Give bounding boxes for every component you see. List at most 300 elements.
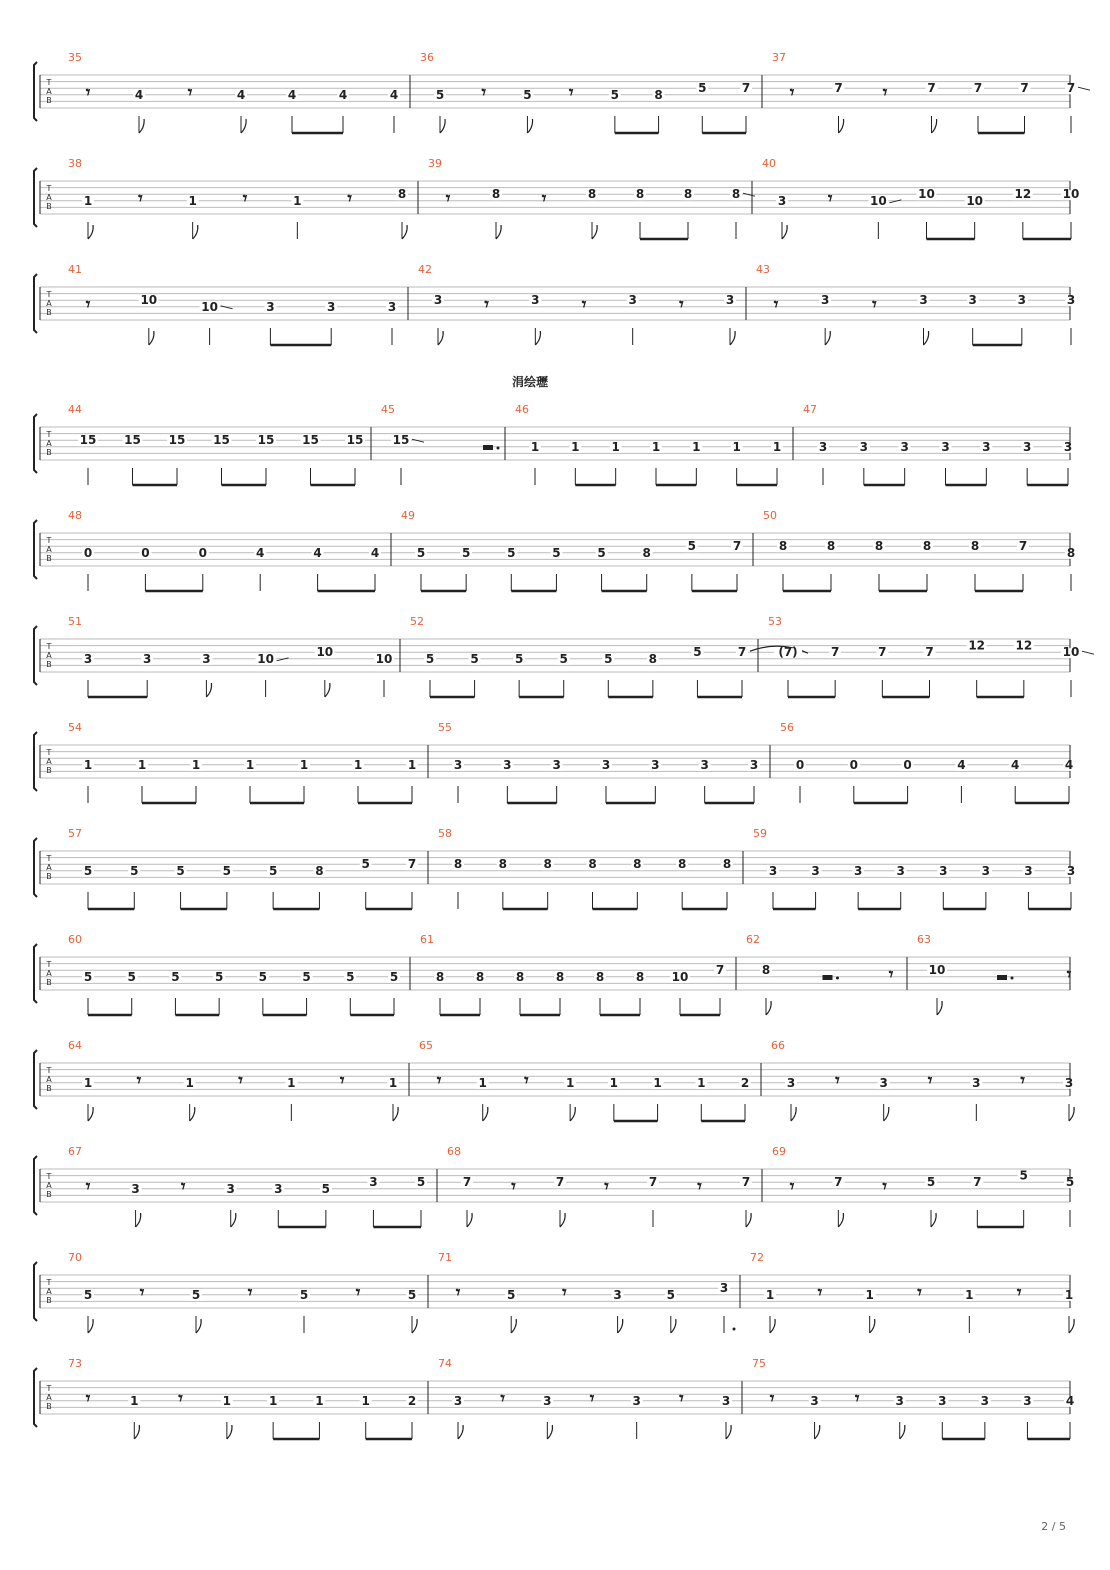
note-flag [900, 1425, 905, 1439]
eighth-rest: 𝄾 [481, 83, 486, 103]
bar-number: 56 [780, 721, 794, 734]
fret-number: 8 [515, 969, 525, 984]
fret-number: 5 [698, 81, 707, 96]
note-flag [190, 1107, 195, 1121]
note-dot [733, 1328, 736, 1331]
eighth-rest: 𝄾 [562, 1283, 567, 1303]
fret-number: 10 [869, 193, 887, 208]
fret-number: 5 [171, 969, 180, 984]
fret-number: 8 [633, 857, 642, 872]
tab-system [34, 157, 1081, 239]
fret-number: 8 [1066, 545, 1076, 560]
tab-clef-letter: A [46, 545, 52, 554]
tab-system [34, 1145, 1076, 1227]
system-bracket [34, 1262, 37, 1321]
tab-system [34, 1251, 1075, 1333]
fret-number: 8 [778, 539, 788, 554]
eighth-rest: 𝄾 [679, 295, 684, 315]
bar-number: 64 [68, 1039, 82, 1052]
fret-number: 8 [642, 545, 651, 560]
fret-number: 1 [83, 193, 93, 208]
fret-number: 3 [895, 1393, 904, 1408]
eighth-rest: 𝄾 [178, 1389, 183, 1409]
fret-number: 5 [361, 857, 370, 872]
fret-number: 8 [731, 187, 741, 202]
tab-system [34, 509, 1077, 591]
eighth-rest: 𝄾 [1020, 1071, 1025, 1091]
fret-number: 4 [313, 545, 322, 560]
tab-clef-letter: A [46, 1393, 52, 1402]
fret-number: 1 [697, 1075, 706, 1090]
fret-number: 15 [79, 433, 97, 448]
fret-number: 5 [461, 545, 471, 560]
fret-number: 5 [425, 651, 435, 666]
eighth-rest: 𝄾 [355, 1283, 361, 1303]
bar-number: 60 [68, 933, 82, 946]
tab-clef-letter: T [46, 290, 52, 299]
fret-number: 5 [268, 863, 278, 878]
fret-number: 3 [853, 863, 863, 878]
tab-clef-letter: B [46, 660, 52, 669]
fret-number: 3 [274, 1181, 283, 1196]
eighth-rest: 𝄾 [1066, 965, 1072, 985]
fret-number: 1 [137, 757, 147, 772]
eighth-rest: 𝄾 [138, 189, 143, 209]
fret-number: 4 [1064, 757, 1074, 772]
fret-number: 8 [683, 187, 693, 202]
fret-number: 7 [1066, 81, 1076, 96]
fret-number: 7 [973, 81, 983, 96]
note-flag [393, 1107, 398, 1121]
eighth-rest: 𝄾 [581, 295, 587, 315]
fret-number: 3 [1066, 863, 1076, 878]
fret-number: 7 [830, 645, 840, 660]
eighth-rest: 𝄾 [789, 83, 795, 103]
fret-number: 1 [299, 757, 309, 772]
section-label: 涓绘瓑 [511, 375, 549, 389]
fret-number: 4 [338, 87, 348, 102]
fret-number: 1 [388, 1075, 398, 1090]
bar-number: 46 [515, 403, 529, 416]
page-number: 2 / 5 [1041, 1520, 1066, 1533]
eighth-rest: 𝄾 [888, 965, 894, 985]
fret-number: 15 [124, 433, 141, 448]
fret-number: 3 [938, 1393, 947, 1408]
bar-number: 73 [68, 1357, 82, 1370]
fret-number: 1 [315, 1393, 324, 1408]
bar-number: 42 [418, 263, 432, 276]
fret-number: 5 [687, 539, 697, 554]
fret-number: 8 [826, 539, 836, 554]
bar-number: 62 [746, 933, 760, 946]
eighth-rest: 𝄾 [679, 1389, 684, 1409]
fret-number: 5 [435, 87, 445, 102]
bar-number: 75 [752, 1357, 766, 1370]
bar-number: 74 [438, 1357, 452, 1370]
note-flag [884, 1107, 889, 1121]
fret-number: 2 [407, 1393, 417, 1408]
tab-clef-letter: A [46, 1287, 52, 1296]
fret-number: 12 [968, 638, 986, 653]
slide-mark [1082, 651, 1094, 654]
system-bracket [34, 626, 37, 685]
rest-dot [1011, 977, 1014, 980]
fret-number: 7 [407, 857, 417, 872]
eighth-rest: 𝄾 [589, 1389, 595, 1409]
tab-clef-letter: B [46, 1402, 52, 1411]
fret-number: 5 [416, 1175, 426, 1190]
fret-number: 10 [201, 299, 218, 314]
fret-number: 7 [925, 645, 934, 660]
system-bracket [34, 1368, 37, 1427]
fret-number: 3 [327, 299, 336, 314]
fret-number: 1 [565, 1075, 575, 1090]
fret-number: 3 [1024, 863, 1033, 878]
bar-number: 59 [753, 827, 767, 840]
fret-number: 1 [287, 1075, 296, 1090]
tab-clef-letter: A [46, 757, 52, 766]
fret-number: 8 [635, 969, 645, 984]
tab-clef-letter: A [46, 1075, 52, 1084]
system-bracket [34, 1156, 37, 1215]
fret-number: 3 [786, 1075, 796, 1090]
fret-number: 8 [922, 539, 932, 554]
fret-number: 3 [810, 1393, 819, 1408]
eighth-rest: 𝄾 [242, 189, 248, 209]
fret-number: 3 [980, 1393, 990, 1408]
fret-number: 10 [1062, 645, 1080, 660]
fret-number: 3 [981, 863, 991, 878]
fret-number: 7 [834, 1175, 843, 1190]
eighth-rest: 𝄾 [604, 1177, 609, 1197]
note-flag [438, 331, 443, 345]
fret-number: 1 [130, 1393, 139, 1408]
fret-number: 3 [721, 1393, 731, 1408]
fret-number: 1 [245, 757, 255, 772]
fret-number: 3 [1063, 439, 1073, 454]
fret-number: 1 [609, 1075, 619, 1090]
fret-number: 3 [369, 1175, 378, 1190]
fret-number: 0 [849, 757, 858, 772]
fret-number: 8 [315, 863, 324, 878]
fret-number: 7 [648, 1175, 658, 1190]
note-flag [458, 1425, 463, 1439]
fret-number: 1 [965, 1287, 974, 1302]
fret-number: 8 [635, 187, 645, 202]
fret-number: 5 [610, 87, 620, 102]
fret-number: 15 [302, 433, 319, 448]
system-bracket [34, 520, 37, 579]
note-flag [227, 1425, 232, 1439]
note-flag [791, 1107, 796, 1121]
eighth-rest: 𝄾 [789, 1177, 795, 1197]
fret-number: 1 [222, 1393, 232, 1408]
eighth-rest: 𝄾 [85, 1177, 91, 1197]
fret-number: 7 [737, 645, 747, 660]
fret-number: 8 [761, 963, 771, 978]
fret-number: 3 [859, 439, 869, 454]
fret-number: 5 [83, 863, 93, 878]
tab-system [34, 403, 1074, 485]
tab-systems [34, 51, 1094, 1439]
fret-number: 8 [874, 539, 884, 554]
eighth-rest: 𝄾 [238, 1071, 243, 1091]
fret-number: 8 [435, 969, 445, 984]
fret-number: 5 [389, 969, 399, 984]
half-rest [823, 975, 833, 980]
fret-number: 5 [559, 651, 568, 666]
fret-number: 1 [1064, 1287, 1074, 1302]
fret-number: 3 [1023, 1393, 1032, 1408]
fret-number: 10 [257, 651, 274, 666]
eighth-rest: 𝄾 [85, 295, 91, 315]
note-flag [88, 225, 93, 239]
rest-dot [497, 447, 500, 450]
fret-number: 3 [651, 757, 660, 772]
tab-clef-letter: B [46, 1084, 52, 1093]
tab-system [34, 827, 1077, 909]
fret-number: 1 [185, 1075, 194, 1090]
bar-number: 58 [438, 827, 452, 840]
tab-clef-letter: T [46, 642, 52, 651]
fret-number: 5 [83, 969, 93, 984]
fret-number: 3 [387, 299, 397, 314]
tab-clef-letter: B [46, 96, 52, 105]
note-flag [592, 225, 597, 239]
note-flag [88, 1107, 93, 1121]
fret-number: 15 [213, 433, 230, 448]
fret-number: 3 [552, 757, 561, 772]
fret-number: 8 [595, 969, 605, 984]
fret-number: 10 [316, 645, 334, 660]
bar-number: 38 [68, 157, 82, 170]
fret-number: 15 [168, 433, 186, 448]
fret-number: 4 [236, 87, 246, 102]
note-flag [483, 1107, 488, 1121]
system-bracket [34, 414, 37, 473]
bar-number: 37 [772, 51, 786, 64]
eighth-rest: 𝄾 [773, 295, 779, 315]
fret-number: 3 [719, 1281, 729, 1296]
tab-clef-letter: T [46, 1278, 52, 1287]
tab-clef-letter: T [46, 748, 52, 757]
fret-number: 7 [1018, 539, 1028, 554]
bar-number: 48 [68, 509, 82, 522]
note-flag [825, 331, 830, 345]
tab-clef-letter: B [46, 766, 52, 775]
tab-clef-letter: T [46, 536, 52, 545]
fret-number: 3 [601, 757, 611, 772]
tab-system [34, 721, 1075, 803]
fret-number: 10 [928, 963, 946, 978]
bar-number: 52 [410, 615, 424, 628]
fret-number: 12 [1015, 638, 1033, 653]
fret-number: 5 [507, 545, 516, 560]
fret-number: 4 [134, 87, 144, 102]
fret-number: 8 [453, 857, 463, 872]
eighth-rest: 𝄾 [1016, 1283, 1022, 1303]
tab-clef-letter: A [46, 863, 52, 872]
fret-number: 7 [741, 81, 751, 96]
note-flag [467, 1213, 472, 1227]
fret-number: 3 [226, 1181, 235, 1196]
tab-system [34, 1357, 1076, 1439]
bar-number: 45 [381, 403, 395, 416]
rest-dot [836, 977, 839, 980]
fret-number: 5 [346, 969, 355, 984]
eighth-rest: 𝄾 [85, 83, 91, 103]
note-flag [136, 1213, 141, 1227]
half-rest [997, 975, 1007, 980]
bar-number: 66 [771, 1039, 785, 1052]
fret-number: 8 [970, 539, 980, 554]
fret-number: 1 [765, 1287, 775, 1302]
fret-number: 8 [491, 187, 501, 202]
fret-number: 5 [130, 863, 139, 878]
eighth-rest: 𝄾 [455, 1283, 461, 1303]
slide-mark [1078, 87, 1090, 90]
bar-number: 70 [68, 1251, 82, 1264]
eighth-rest: 𝄾 [445, 189, 451, 209]
fret-number: 5 [1019, 1168, 1028, 1183]
note-flag [770, 1319, 775, 1333]
fret-number: 5 [407, 1287, 417, 1302]
eighth-rest: 𝄾 [524, 1071, 529, 1091]
fret-number: 8 [654, 87, 663, 102]
fret-number: 10 [1062, 187, 1080, 202]
fret-number: 3 [266, 299, 275, 314]
system-bracket [34, 168, 37, 227]
fret-number: 0 [198, 545, 207, 560]
fret-number: 3 [1017, 293, 1027, 308]
note-flag [1069, 1107, 1074, 1121]
tab-clef-letter: B [46, 448, 52, 457]
bar-number: 65 [419, 1039, 433, 1052]
fret-number: 5 [83, 1287, 93, 1302]
note-flag [726, 1425, 731, 1439]
fret-number: 10 [671, 969, 689, 984]
tab-system [34, 1039, 1075, 1121]
note-flag [496, 225, 501, 239]
fret-number: 5 [321, 1181, 331, 1196]
bar-number: 47 [803, 403, 817, 416]
bar-number: 50 [763, 509, 777, 522]
note-flag [241, 119, 246, 133]
fret-number: 3 [939, 863, 948, 878]
eighth-rest: 𝄾 [436, 1071, 442, 1091]
fret-number: 3 [433, 293, 443, 308]
eighth-rest: 𝄾 [827, 189, 833, 209]
fret-number: 8 [555, 969, 565, 984]
eighth-rest: 𝄾 [541, 189, 547, 209]
fret-number: 1 [478, 1075, 487, 1090]
eighth-rest: 𝄾 [339, 1071, 345, 1091]
fret-number: 3 [725, 293, 735, 308]
fret-number: 7 [878, 645, 887, 660]
fret-number: 3 [968, 293, 977, 308]
fret-number: 7 [462, 1175, 472, 1190]
note-flag [838, 1213, 843, 1227]
note-flag [932, 119, 937, 133]
fret-number: 1 [530, 439, 540, 454]
tab-clef-letter: B [46, 1296, 52, 1305]
note-flag [535, 331, 540, 345]
fret-number: 8 [498, 857, 508, 872]
eighth-rest: 𝄾 [568, 83, 574, 103]
fret-number: 3 [202, 651, 211, 666]
note-flag [511, 1319, 516, 1333]
bar-number: 67 [68, 1145, 82, 1158]
tab-system [34, 51, 1090, 133]
fret-number: 7 [927, 81, 936, 96]
note-flag [931, 1213, 936, 1227]
tab-clef-letter: T [46, 184, 52, 193]
fret-number: 3 [83, 651, 93, 666]
fret-number: 1 [653, 1075, 662, 1090]
fret-number: 5 [552, 545, 561, 560]
note-flag [193, 225, 198, 239]
fret-number: 15 [392, 433, 410, 448]
bar-number: 63 [917, 933, 931, 946]
eighth-rest: 𝄾 [835, 1071, 840, 1091]
fret-number: 3 [531, 293, 540, 308]
fret-number: 5 [1065, 1175, 1075, 1190]
bar-number: 41 [68, 263, 82, 276]
note-flag [88, 1319, 93, 1333]
fret-number: 8 [648, 651, 658, 666]
fret-number: 1 [407, 757, 417, 772]
eighth-rest: 𝄾 [500, 1389, 505, 1409]
fret-number: 1 [188, 193, 197, 208]
fret-number: 8 [677, 857, 687, 872]
tab-clef-letter: T [46, 1066, 52, 1075]
fret-number: 4 [287, 87, 297, 102]
tab-clef-letter: B [46, 872, 52, 881]
fret-number: 3 [818, 439, 828, 454]
fret-number: 1 [732, 439, 741, 454]
fret-number: 5 [693, 645, 702, 660]
fret-number: 3 [941, 439, 950, 454]
bar-number: 68 [447, 1145, 461, 1158]
half-rest [483, 445, 493, 450]
fret-number: 1 [361, 1393, 370, 1408]
fret-number: 5 [604, 651, 613, 666]
fret-number: 8 [722, 857, 732, 872]
fret-number: 0 [903, 757, 912, 772]
eighth-rest: 𝄾 [927, 1071, 933, 1091]
fret-number: 1 [611, 439, 620, 454]
note-flag [746, 1213, 751, 1227]
tab-clef-letter: B [46, 202, 52, 211]
note-flag [440, 119, 445, 133]
fret-number: 12 [1014, 187, 1032, 202]
fret-number: 3 [972, 1075, 981, 1090]
bar-number: 53 [768, 615, 782, 628]
note-flag [937, 1001, 942, 1015]
fret-number: 1 [651, 439, 661, 454]
fret-number: 5 [523, 87, 532, 102]
note-flag [196, 1319, 201, 1333]
fret-number: 7 [973, 1175, 982, 1190]
fret-number: 8 [587, 187, 597, 202]
fret-number: 10 [966, 193, 984, 208]
fret-number: 8 [588, 857, 597, 872]
fret-number: 15 [257, 433, 275, 448]
bar-number: 51 [68, 615, 82, 628]
fret-number: 3 [503, 757, 512, 772]
note-flag [870, 1319, 875, 1333]
fret-number: 10 [140, 293, 158, 308]
